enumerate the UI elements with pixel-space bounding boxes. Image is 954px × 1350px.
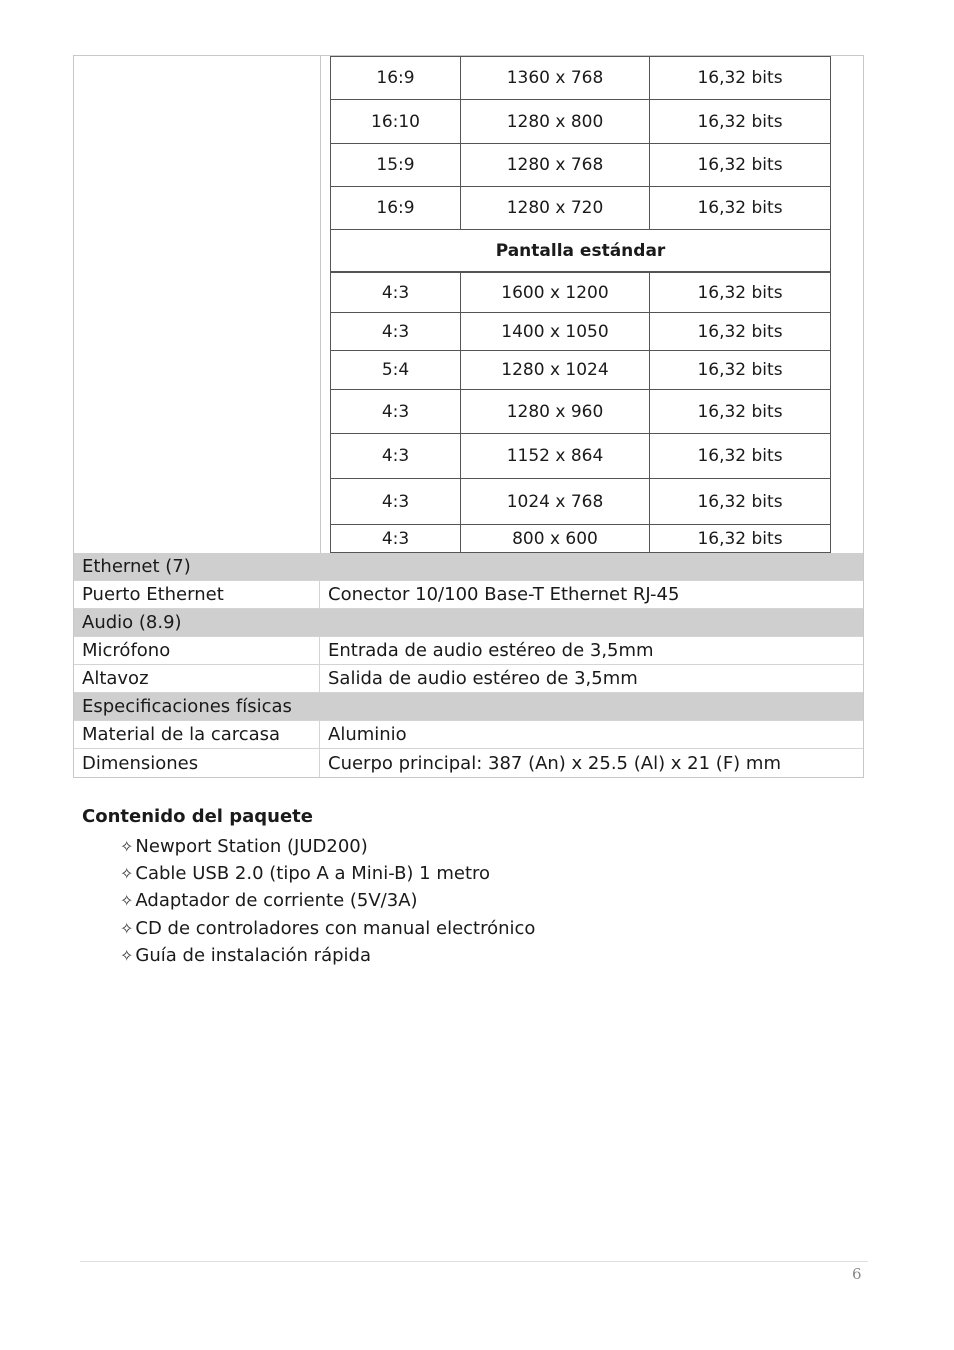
package-contents-title: Contenido del paquete — [82, 806, 313, 827]
color-depth-cell: 16,32 bits — [697, 111, 783, 132]
spec-label: Dimensiones — [74, 749, 320, 777]
aspect-cell: 16:9 — [331, 187, 461, 229]
table-row — [331, 100, 830, 144]
resolution-cell: 1280 x 960 — [461, 390, 650, 433]
aspect-cell: 4:3 — [331, 390, 461, 433]
aspect-cell: 4:3 — [331, 434, 461, 478]
spec-row-dimensions — [74, 749, 863, 777]
color-depth-cell: 16,32 bits — [697, 198, 783, 218]
table-row — [331, 57, 830, 100]
spec-value: Salida de audio estéreo de 3,5mm — [328, 668, 638, 689]
spec-row-ethernet-port — [74, 581, 863, 609]
spec-row-speaker — [74, 665, 863, 693]
aspect-cell: 4:3 — [331, 273, 461, 312]
physical-section-header — [74, 693, 863, 721]
spec-label: Material de la carcasa — [74, 721, 320, 748]
list-item — [120, 860, 535, 887]
aspect-cell: 5:4 — [331, 351, 461, 389]
table-row — [331, 273, 830, 313]
section-label: Audio (8.9) — [82, 612, 182, 633]
page-number: 6 — [852, 1265, 862, 1283]
color-depth-cell: 16,32 bits — [697, 282, 783, 303]
color-depth-cell: 16,32 bits — [697, 360, 783, 380]
table-row — [331, 187, 830, 230]
star-bullet-icon: ✧ — [120, 836, 134, 856]
ethernet-section-header — [74, 553, 863, 581]
list-item — [120, 915, 535, 942]
footer-divider — [80, 1261, 868, 1262]
star-bullet-icon: ✧ — [120, 863, 134, 883]
table-row — [331, 434, 830, 479]
aspect-cell: 16:10 — [331, 100, 461, 143]
package-contents-list — [120, 833, 535, 969]
table-row — [331, 390, 830, 434]
section-label: Ethernet (7) — [82, 556, 191, 577]
spec-row-microphone — [74, 637, 863, 665]
aspect-cell: 4:3 — [331, 479, 461, 524]
resolution-cell: 1280 x 768 — [461, 144, 650, 186]
list-item — [120, 942, 535, 969]
resolution-table — [330, 56, 831, 553]
section-label: Especificaciones físicas — [82, 696, 292, 717]
aspect-cell: 15:9 — [331, 144, 461, 186]
list-item — [120, 888, 535, 915]
aspect-cell: 4:3 — [331, 525, 461, 552]
color-depth-cell: 16,32 bits — [697, 491, 783, 512]
list-item-text: Guía de instalación rápida — [135, 944, 371, 966]
resolution-cell: 1152 x 864 — [461, 434, 650, 478]
table-row — [331, 313, 830, 351]
table-row — [331, 525, 830, 552]
standard-screen-heading: Pantalla estándar — [331, 230, 830, 273]
color-depth-cell: 16,32 bits — [697, 446, 783, 466]
spec-row-material — [74, 721, 863, 749]
aspect-cell: 4:3 — [331, 313, 461, 350]
star-bullet-icon: ✧ — [120, 891, 134, 911]
resolution-cell: 1280 x 800 — [461, 100, 650, 143]
star-bullet-icon: ✧ — [120, 918, 134, 938]
list-item-text: Adaptador de corriente (5V/3A) — [135, 890, 418, 912]
spec-value: Conector 10/100 Base-T Ethernet RJ-45 — [328, 584, 680, 605]
star-bullet-icon: ✧ — [120, 945, 134, 965]
resolution-cell: 1024 x 768 — [461, 479, 650, 524]
table-row — [331, 479, 830, 525]
spec-value: Entrada de audio estéreo de 3,5mm — [328, 640, 654, 661]
color-depth-cell: 16,32 bits — [697, 528, 783, 549]
resolution-cell: 800 x 600 — [461, 525, 650, 552]
resolution-cell: 1280 x 720 — [461, 187, 650, 229]
list-item-text: Newport Station (JUD200) — [135, 835, 368, 857]
table-row — [331, 144, 830, 187]
aspect-cell: 16:9 — [331, 57, 461, 99]
spec-value: Aluminio — [328, 724, 407, 745]
resolution-cell: 1400 x 1050 — [461, 313, 650, 350]
resolution-cell: 1600 x 1200 — [461, 273, 650, 312]
color-depth-cell: 16,32 bits — [697, 68, 783, 88]
color-depth-cell: 16,32 bits — [697, 321, 783, 342]
spec-label: Micrófono — [74, 637, 320, 664]
list-item-text: CD de controladores con manual electrónico — [135, 917, 536, 939]
color-depth-cell: 16,32 bits — [697, 155, 783, 175]
audio-section-header — [74, 609, 863, 637]
spec-label: Puerto Ethernet — [74, 581, 320, 608]
color-depth-cell: 16,32 bits — [697, 401, 783, 422]
table-row — [331, 351, 830, 390]
resolution-cell: 1280 x 1024 — [461, 351, 650, 389]
spec-table-divider — [320, 55, 321, 553]
list-item-text: Cable USB 2.0 (tipo A a Mini-B) 1 metro — [135, 862, 491, 884]
spec-label: Altavoz — [74, 665, 320, 692]
resolution-cell: 1360 x 768 — [461, 57, 650, 99]
spec-value: Cuerpo principal: 387 (An) x 25.5 (Al) x 21 (F) mm — [328, 752, 781, 774]
list-item — [120, 833, 535, 860]
